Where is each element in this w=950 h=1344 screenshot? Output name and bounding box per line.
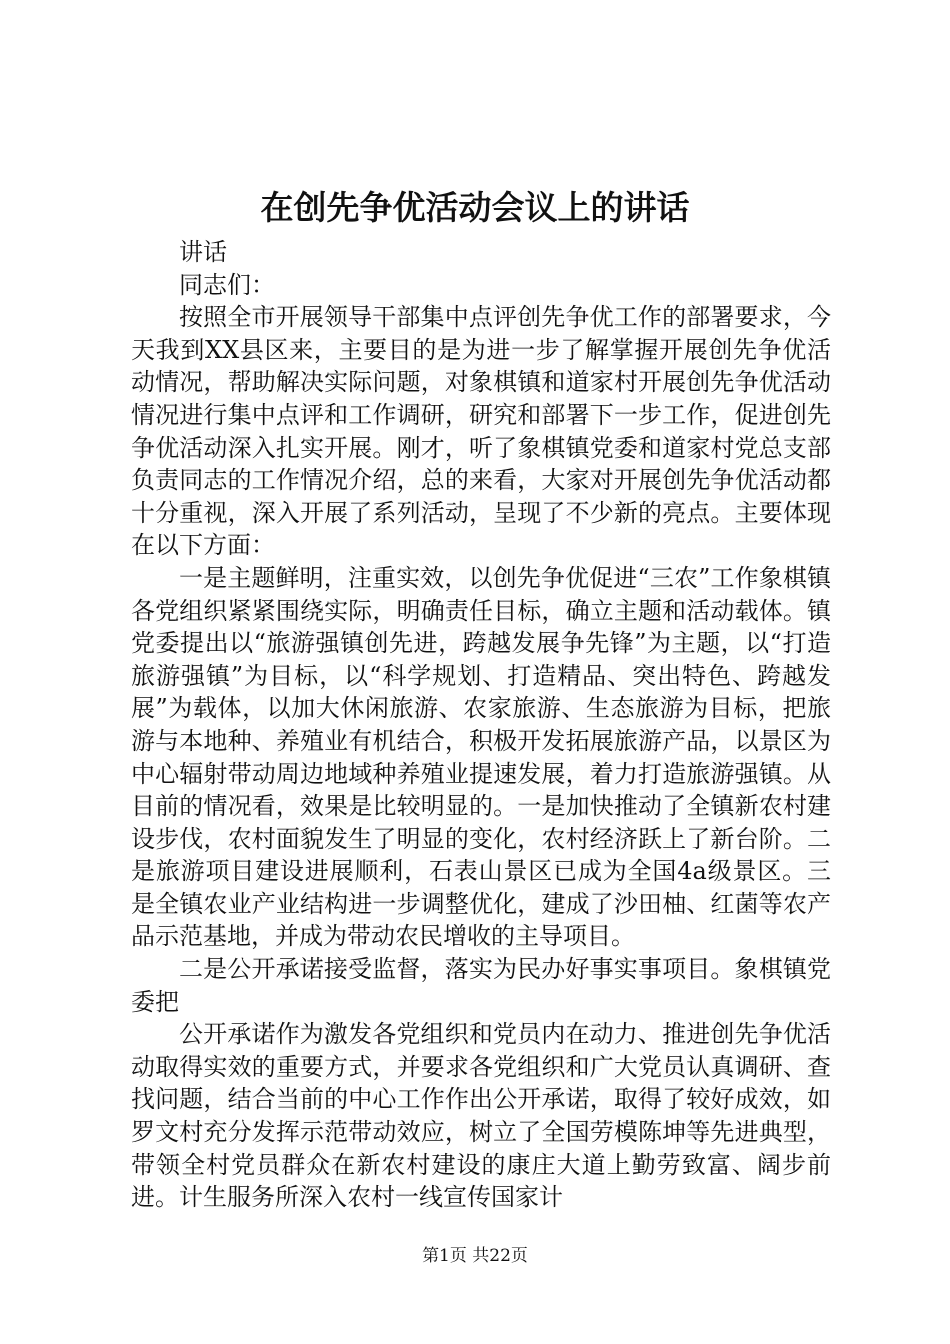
paragraph-commitment: 公开承诺作为激发各党组织和党员内在动力、推进创先争优活动取得实效的重要方式，并要求各党组织和广大党员认真调研、查找问题，结合当前的中心工作作出公开承诺，取得了较好成效，如罗文村充分发挥示范带动效应，树立了全国劳模陈坤等先进典型，带领全村党员群众在新农村建设的康庄大道上勤劳致富、阔步前进。计生服务所深入农村一线宣传国家计	[131, 1020, 831, 1212]
document-title: 在创先争优活动会议上的讲话	[260, 188, 690, 227]
paragraph-point-one: 一是主题鲜明，注重实效，以创先争优促进“三农”工作象棋镇各党组织紧紧围绕实际，明确责任目标，确立主题和活动载体。镇党委提出以“旅游强镇创先进，跨越发展争先锋”为主题，以“打造旅游强镇”为目标，以“科学规划、打造精品、突出特色、跨越发展”为载体，以加大休闲旅游、农家旅游、生态旅游为目标，把旅游与本地种、养殖业有机结合，积极开发拓展旅游产品，以景区为中心辐射带动周边地域种养殖业提速发展，着力打造旅游强镇。从目前的情况看，效果是比较明显的。一是加快推动了全镇新农村建设步伐，农村面貌发生了明显的变化，农村经济跃上了新台阶。二是旅游项目建设进展顺利，石表山景区已成为全国4a级景区。三是全镇农业产业结构进一步调整优化，建成了沙田柚、红菌等农产品示范基地，并成为带动农民增收的主导项目。	[131, 563, 831, 951]
paragraph-point-two: 二是公开承诺接受监督，落实为民办好事实事项目。象棋镇党委把	[131, 955, 831, 1016]
paragraph-salutation: 同志们：	[179, 270, 275, 299]
paragraph-heading-speech: 讲话	[179, 238, 227, 266]
page-number-footer: 第1页 共22页	[422, 1246, 528, 1266]
document-body	[131, 236, 831, 1214]
paragraph-intro: 按照全市开展领导干部集中点评创先争优工作的部署要求，今天我到XX县区来，主要目的是为进一步了解掌握开展创先争优活动情况，帮助解决实际问题，对象棋镇和道家村开展创先争优活动情况进行集中点评和工作调研，研究和部署下一步工作，促进创先争优活动深入扎实开展。刚才，听了象棋镇党委和道家村党总支部负责同志的工作情况介绍，总的来看，大家对开展创先争优活动都十分重视，深入开展了系列活动，呈现了不少新的亮点。主要体现在以下方面：	[131, 303, 831, 560]
